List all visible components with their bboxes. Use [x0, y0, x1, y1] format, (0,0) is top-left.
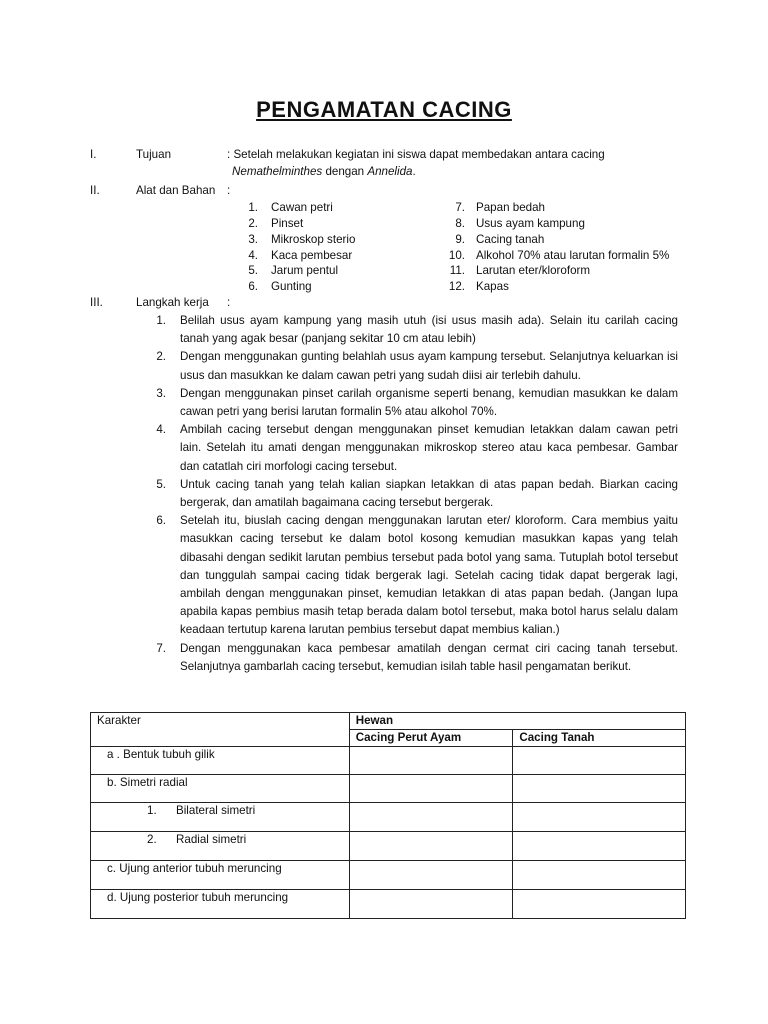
step-number: 5. — [156, 477, 166, 491]
row-label: a . Bentuk tubuh gilik — [91, 747, 350, 775]
table-row — [91, 775, 686, 803]
row-label: 1. Bilateral simetri — [91, 803, 350, 832]
procedure-steps — [150, 312, 678, 676]
cell-cacing-perut-ayam[interactable] — [349, 861, 513, 890]
material-number: 1. — [248, 201, 258, 214]
cell-cacing-perut-ayam[interactable] — [349, 747, 513, 775]
term-connector: dengan — [322, 165, 368, 178]
material-number: 11. — [449, 264, 465, 277]
table-row — [91, 861, 686, 890]
section2-label: Alat dan Bahan — [136, 184, 216, 197]
step-text: Belilah usus ayam kampung yang masih utuh (isi usus masih ada). Selain itu carilah cacing tanah yang agak besar (panjang sekitar 10 cm atau lebih) — [180, 314, 678, 346]
step-text: Untuk cacing tanah yang telah kalian siapkan letakkan di atas papan bedah. Biarkan cacing bergerak, dan amatilah bagaimana cacing tersebut bergerak. — [180, 477, 678, 510]
section1-number: I. — [90, 148, 97, 161]
cell-cacing-perut-ayam[interactable] — [349, 832, 513, 861]
procedure-step — [150, 421, 678, 476]
step-number: 1. — [156, 314, 166, 327]
material-number: 5. — [248, 264, 258, 277]
material-label: Papan bedah — [476, 201, 545, 214]
material-number: 9. — [455, 233, 465, 246]
step-text: Dengan menggunakan gunting belahlah usus ayam kampung tersebut. Selanjutnya keluarkan isi usus dan masukkan ke dalam cawan petri yang sudah diisi air terlebih dahulu. — [180, 350, 678, 382]
cell-cacing-tanah[interactable] — [513, 861, 686, 890]
term-annelida: Annelida — [367, 165, 413, 178]
table-row — [91, 747, 686, 775]
table-row — [91, 832, 686, 861]
step-number: 6. — [156, 514, 166, 528]
procedure-step — [150, 476, 678, 512]
step-number: 7. — [156, 641, 166, 655]
term-nemathelminthes: Nemathelminthes — [232, 165, 323, 178]
section2-number: II. — [90, 184, 100, 197]
material-number: 2. — [248, 217, 258, 230]
step-number: 2. — [156, 350, 166, 364]
cell-cacing-tanah[interactable] — [513, 890, 686, 919]
material-number: 12. — [448, 280, 465, 293]
section3-colon: : — [227, 296, 231, 309]
material-label: Mikroskop sterio — [271, 233, 356, 246]
row-label: b. Simetri radial — [91, 775, 350, 803]
header-hewan: Hewan — [349, 713, 685, 730]
section3-number: III. — [90, 296, 103, 309]
material-label: Kaca pembesar — [271, 249, 353, 262]
cell-cacing-perut-ayam[interactable] — [349, 803, 513, 832]
row-label: 2. Radial simetri — [91, 832, 350, 861]
step-number: 4. — [156, 423, 166, 437]
section1-text-line2 — [232, 164, 416, 180]
header-cacing-perut-ayam: Cacing Perut Ayam — [349, 730, 513, 747]
section1-label: Tujuan — [136, 148, 172, 161]
procedure-step — [150, 640, 678, 676]
material-number: 6. — [248, 280, 258, 293]
material-label: Cawan petri — [271, 201, 333, 214]
procedure-step — [150, 348, 678, 384]
header-karakter: Karakter — [91, 713, 350, 747]
header-cacing-tanah: Cacing Tanah — [513, 730, 686, 747]
step-text: Ambilah cacing tersebut dengan menggunakan pinset kemudian letakkan dalam cawan petri lain. Setelah itu amati dengan menggunakan mikroskop stereo atau kaca pembesar. Gambar dan catatlah ciri morfologi cacing tersebut. — [180, 423, 678, 473]
material-label: Pinset — [271, 217, 304, 230]
procedure-step — [150, 312, 678, 348]
material-number: 8. — [455, 217, 465, 230]
material-label: Alkohol 70% atau larutan formalin 5% — [476, 249, 670, 262]
observation-table — [90, 712, 686, 919]
page-title: PENGAMATAN CACING — [256, 97, 512, 122]
section1-text: : Setelah melakukan kegiatan ini siswa dapat membedakan antara cacing — [227, 148, 605, 161]
row-label: d. Ujung posterior tubuh meruncing — [91, 890, 350, 919]
material-number: 10. — [448, 249, 465, 262]
material-number: 7. — [455, 201, 465, 214]
procedure-step — [150, 385, 678, 421]
table-row — [91, 803, 686, 832]
material-number: 4. — [248, 249, 258, 262]
material-label: Usus ayam kampung — [476, 217, 585, 230]
section2-colon: : — [227, 184, 231, 197]
term-end: . — [412, 165, 416, 178]
material-label: Gunting — [271, 280, 312, 293]
cell-cacing-perut-ayam[interactable] — [349, 890, 513, 919]
cell-cacing-tanah[interactable] — [513, 775, 686, 803]
step-text: Setelah itu, biuslah cacing dengan menggunakan larutan eter/ kloroform. Cara membius yaitu masukkan cacing tersebut ke dalam botol kosong kemudian masukkan kapas yang telah dibasahi dengan sedikit larutan pembius tersebut pada botol yang sama. Tutuplah botol tersebut dan tunggulah sampai cacing tidak bergerak lagi. Setelah cacing tidak dapat bergerak lagi, ambilah dengan menggunakan pinset, kemudian letakkan di atas papan bedah. (Jangan lupa apabila kapas pembius masih tetap berada dalam botol tersebut, maka botol harus selalu dalam keadaan tertutup karena larutan pembius tersebut dapat membius kalian.) — [180, 514, 678, 637]
step-text: Dengan menggunakan kaca pembesar amatilah dengan cermat ciri cacing tanah tersebut. Selanjutnya gambarlah cacing tersebut, kemudian isilah table hasil pengamatan berikut. — [180, 641, 678, 673]
table-header-row — [91, 713, 686, 730]
step-text: Dengan menggunakan pinset carilah organisme seperti benang, kemudian masukkan ke dalam cawan petri yang berisi larutan formalin 5% atau alkohol 70%. — [180, 386, 678, 419]
material-number: 3. — [248, 233, 258, 246]
cell-cacing-perut-ayam[interactable] — [349, 775, 513, 803]
cell-cacing-tanah[interactable] — [513, 803, 686, 832]
material-label: Kapas — [476, 280, 509, 293]
section3-label: Langkah kerja — [136, 296, 209, 309]
table-row — [91, 890, 686, 919]
row-label: c. Ujung anterior tubuh meruncing — [91, 861, 350, 890]
step-number: 3. — [156, 386, 166, 400]
cell-cacing-tanah[interactable] — [513, 832, 686, 861]
material-label: Jarum pentul — [271, 264, 339, 277]
cell-cacing-tanah[interactable] — [513, 747, 686, 775]
material-label: Larutan eter/kloroform — [476, 264, 591, 277]
procedure-step — [150, 512, 678, 639]
material-label: Cacing tanah — [476, 233, 545, 246]
